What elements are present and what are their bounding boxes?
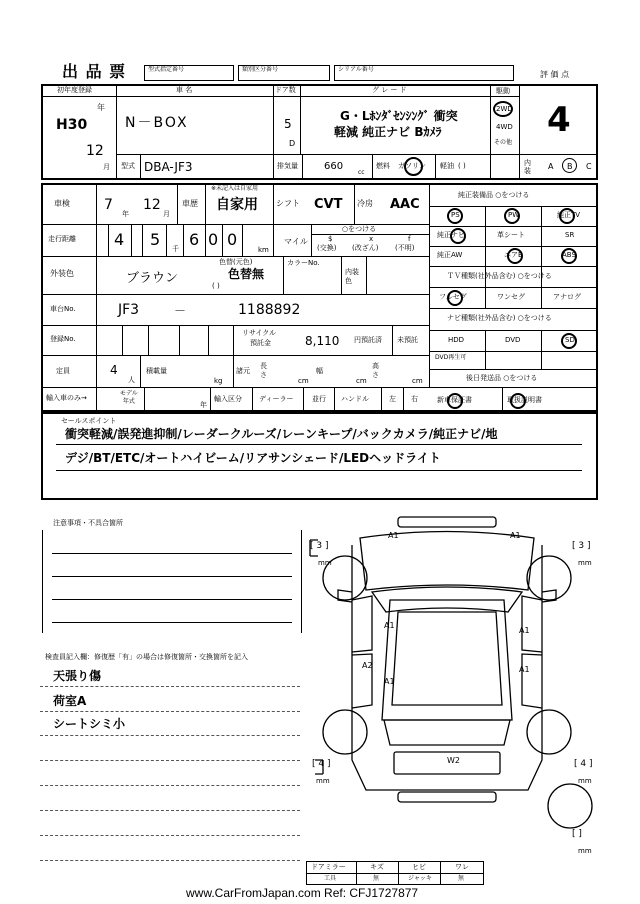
drive-other: その他: [494, 139, 513, 146]
recycle-label-2: 預託金: [250, 339, 271, 347]
color-no-label: カラーNo.: [287, 259, 320, 267]
inspector-note-2: 荷室A: [53, 694, 87, 708]
handle-right: 右: [411, 395, 418, 403]
height-label: 高 さ: [372, 362, 379, 379]
damage-mark-3: A1: [384, 621, 395, 630]
meter-text-3: (不明): [395, 244, 415, 252]
tv-analog: アナログ: [553, 293, 581, 301]
damage-mark-2: A1: [510, 531, 521, 540]
mile-label: マイル: [284, 237, 308, 246]
recycle-amount: 8,110: [305, 334, 340, 348]
drive-4wd: 4WD: [496, 123, 513, 131]
damage-mark-6: A1: [519, 665, 530, 674]
footer-mid: [306, 873, 484, 874]
tv-fullseg: フルセグ: [439, 293, 467, 301]
fuel-light: 軽油: [440, 162, 454, 170]
size-label: 諸元: [236, 367, 250, 375]
chassis-number: 1188892: [238, 302, 301, 318]
interior-c: C: [586, 162, 592, 171]
height-unit: cm: [412, 377, 423, 385]
footer-v1: [356, 861, 357, 885]
fuel-paren: ( ): [458, 162, 466, 170]
meter-symbol-1: $: [328, 235, 333, 243]
parallel: 並行: [312, 395, 326, 403]
handle-left: 左: [389, 395, 396, 403]
front-door-right-shape: [522, 596, 542, 652]
handle-label: ハンドル: [341, 395, 369, 403]
inspection-year: 7: [104, 197, 113, 213]
footer-value-2: ジャッキ: [408, 875, 432, 882]
drive-2wd: 2WD: [496, 105, 513, 113]
eq-item-ps: PS: [451, 211, 460, 219]
grade-line2: 軽減 純正ナビ Bｶﾒﾗ: [334, 125, 442, 139]
tire-rr-shape: [527, 710, 571, 754]
watermark-text: www.CarFromJapan.com Ref: CFJ1727877: [186, 886, 419, 900]
chassis-prefix: JF3: [118, 302, 140, 318]
tv-title: ＴＶ種類(社外品含む) ○をつける: [447, 272, 552, 280]
chassis-dash: －: [174, 304, 187, 318]
year-unit: 年: [97, 103, 105, 112]
equipment-title: 純正装備品 ○をつける: [458, 191, 530, 199]
spare-tire-shape: [548, 784, 592, 828]
eq-item-leather: 革シート: [497, 231, 525, 239]
inspection-label: 車検: [54, 199, 70, 208]
eval-label: 評 価 点: [540, 70, 570, 79]
tire-tl-label: [ 3 ]: [310, 541, 329, 551]
color-change-value: 色替無: [228, 267, 265, 281]
damage-mark-5: A1: [384, 677, 395, 686]
rear-glass-shape: [384, 720, 510, 745]
capacity-value: 4: [110, 363, 118, 377]
later-title: 後日発送品 ○をつける: [466, 374, 538, 382]
model-year-label: モデル 年式: [120, 390, 138, 405]
tire-tl-mm: mm: [318, 559, 332, 567]
serial-label: シリアル番号: [338, 66, 374, 73]
recycle-unpaid: 未預託: [397, 336, 418, 344]
eq-item-airbag: エアB: [504, 251, 523, 259]
first-reg-label: 初年度登録: [57, 86, 92, 94]
capacity-label: 定員: [56, 367, 70, 375]
body-outline-shape: [352, 545, 542, 790]
spare-tire-label: [ ]: [572, 829, 582, 839]
displacement-value: 660: [324, 161, 344, 172]
shift-value: CVT: [314, 197, 343, 212]
drive-label: 駆動: [496, 87, 510, 95]
later-manual: 取扱説明書: [507, 396, 542, 404]
rear-bumper-shape: [398, 792, 496, 802]
sales-line-2: デジ/BT/ETC/オートハイビーム/リアサンシェード/LEDヘッドライト: [65, 451, 441, 465]
hood-shape: [360, 532, 534, 591]
eval-score: 4: [547, 100, 571, 140]
tire-bl-label: [ 4 ]: [312, 759, 331, 769]
model-code: DBA-JF3: [144, 160, 193, 174]
month-unit: 月: [103, 163, 110, 171]
width-label: 幅: [316, 367, 323, 375]
eq-item-abs: ABS: [562, 251, 576, 259]
car-name-label: 車 名: [176, 86, 193, 94]
load-label: 積載量: [146, 367, 167, 375]
mileage-thousand: 千: [172, 245, 179, 253]
navi-dvd: DVD: [505, 336, 521, 344]
footer-header-1: ドアミラー: [311, 863, 346, 871]
damage-mark-8: W2: [447, 756, 460, 765]
cabin-shape: [382, 600, 512, 720]
fuel-label: 燃料: [376, 162, 390, 170]
sales-label: セールスポイント: [61, 417, 117, 425]
color-paren: ( ): [212, 282, 220, 290]
capacity-unit: 人: [128, 376, 135, 384]
eq-item-pw: PW: [508, 211, 520, 219]
tire-tr-mm: mm: [578, 559, 592, 567]
import-label: 輸入車のみ→: [46, 394, 87, 402]
meter-circle-label: ○をつける: [342, 225, 377, 233]
rear-door-right-shape: [522, 654, 542, 708]
footer-header-2: キズ: [370, 863, 384, 871]
history-note: ※未記入は自家用: [211, 185, 259, 192]
tire-fr-shape: [527, 556, 571, 600]
inspector-note-3: シートシミ小: [53, 717, 126, 731]
history-value: 自家用: [216, 197, 258, 213]
ac-value: AAC: [390, 197, 420, 212]
color-label: 外装色: [50, 269, 74, 278]
mileage-digit-4: 0: [208, 230, 219, 249]
footer-header-4: ワレ: [455, 863, 469, 871]
mileage-digit-5: 0: [227, 230, 238, 249]
eq-item-sr: SR: [565, 231, 575, 239]
front-bumper-shape: [398, 517, 496, 527]
footer-v2: [398, 861, 399, 885]
mileage-digit-3: 6: [189, 230, 200, 249]
first-reg-era: H30: [56, 117, 88, 133]
shift-label: シフト: [276, 199, 300, 208]
length-label: 長 さ: [260, 362, 267, 379]
interior-a: A: [548, 162, 554, 171]
displacement-unit: cc: [358, 169, 365, 176]
doors-sub: D: [289, 139, 296, 148]
inspection-year-unit: 年: [122, 210, 129, 218]
meter-text-1: (交換): [317, 244, 337, 252]
grade-line1: G・Lﾎﾝﾀﾞｾﾝｼﾝｸﾞ 衝突: [340, 109, 458, 123]
damage-mark-7: A2: [362, 661, 373, 670]
import-type-label: 輸入区分: [214, 395, 242, 403]
footer-row-label: 工具: [324, 875, 337, 882]
navi-title: ナビ種類(社外品含む) ○をつける: [447, 314, 552, 322]
inspector-note-1: 天張り傷: [53, 669, 102, 683]
footer-v3: [440, 861, 441, 885]
form-title: 出 品 票: [62, 62, 127, 81]
fuel-gasoline: ガソリン: [398, 162, 426, 170]
tire-bl-mm: mm: [316, 777, 330, 785]
damage-mark-1: A1: [388, 531, 399, 540]
later-warranty: 新車保証書: [437, 396, 472, 404]
history-label: 車歴: [182, 199, 198, 208]
chassis-label: 車台No.: [50, 305, 76, 313]
displacement-label: 排気量: [277, 162, 298, 170]
notes-label: 注意事項・不具合箇所: [53, 519, 123, 527]
damage-mark-4: A1: [519, 626, 530, 635]
tire-br-label: [ 4 ]: [574, 759, 593, 769]
inspection-month: 12: [143, 197, 161, 213]
front-door-left-shape: [352, 596, 372, 652]
ac-label: 冷房: [357, 199, 373, 208]
load-unit: kg: [214, 377, 223, 385]
meter-text-2: (改ざん): [352, 244, 379, 252]
footer-value-3: 無: [458, 875, 465, 882]
length-unit: cm: [298, 377, 309, 385]
model-code-label: 型式: [121, 162, 135, 170]
inspector-label: 検査員記入欄：修復歴「有」の場合は修復箇所・交換箇所を記入: [45, 653, 248, 661]
width-unit: cm: [356, 377, 367, 385]
eq-item-navi: 純正ナビ: [437, 231, 465, 239]
tire-rl-shape: [323, 710, 367, 754]
eq-item-tv: 純正TV: [557, 211, 581, 219]
model-cert-label: 型式指定番号: [148, 66, 185, 73]
reg-no-label: 登録No.: [50, 335, 76, 343]
interior-label: 内装: [524, 159, 531, 175]
month-value: 12: [86, 143, 104, 159]
roof-shape: [392, 612, 502, 705]
navi-sd: SD: [565, 336, 575, 344]
mileage-digit-2: 5: [150, 230, 161, 249]
eq-item-aw: 純正AW: [437, 251, 463, 259]
meter-symbol-2: x: [369, 235, 374, 243]
mileage-label: 走行距離: [48, 235, 76, 243]
color-value: ブラウン: [126, 271, 179, 286]
spare-tire-mm: mm: [578, 847, 592, 855]
meter-symbol-3: f: [408, 235, 411, 243]
interior-b: B: [567, 162, 573, 171]
tv-oneseg: ワンセグ: [497, 293, 525, 301]
class-label: 類別区分番号: [242, 66, 279, 73]
tire-tr-label: [ 3 ]: [572, 541, 591, 551]
doors-label: ドア数: [275, 86, 296, 94]
recycle-label-1: リサイクル: [242, 329, 277, 337]
interior-color-label: 内装 色: [345, 268, 359, 285]
footer-value-1: 無: [373, 875, 380, 882]
doors-value: 5: [284, 117, 292, 131]
sales-line-1: 衝突軽減/誤発進抑制/レーダークルーズ/レーンキープ/バックカメラ/純正ナビ/地: [65, 427, 498, 441]
car-name: N－BOX: [125, 115, 189, 131]
mileage-digit-1: 4: [114, 230, 125, 249]
footer-header-3: ヒビ: [412, 863, 426, 871]
recycle-paid: 円預託済: [354, 336, 382, 344]
navi-hdd: HDD: [448, 336, 465, 344]
dvd-label: DVD再生可: [435, 354, 467, 361]
inspection-month-unit: 月: [163, 210, 170, 218]
import-year-unit: 年: [200, 401, 207, 409]
dealer: ディーラー: [259, 395, 294, 403]
mileage-unit: km: [258, 246, 269, 254]
tire-br-mm: mm: [578, 777, 592, 785]
grade-label: グ レ ー ド: [372, 86, 407, 94]
color-change-label: 色替(元色): [219, 258, 253, 266]
